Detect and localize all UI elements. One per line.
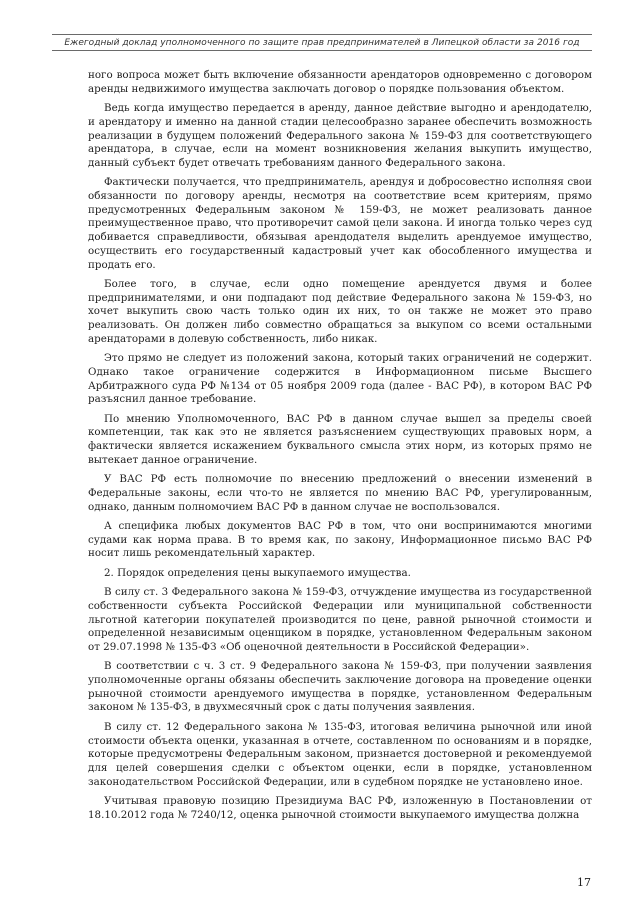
paragraph: Ведь когда имущество передается в аренду, данное действие выгодно и арендодателю, и арендатору и именно на данной стадии целесообразно заранее обеспечить возможность реализации в будущем положений Федерального закона № 159-ФЗ для соответствующего арендатора, в случае, если на момент возникновения желания выкупить имущество, данный субъект будет отвечать требованиям данного Федерального закона. [88, 102, 592, 169]
paragraph: ного вопроса может быть включение обязанности арендаторов одновременно с договором аренды недвижимого имущества заключать договор о порядке пользования объектом. [88, 69, 592, 95]
paragraph: Фактически получается, что предприниматель, арендуя и добросовестно исполняя свои обязанности по договору аренды, несмотря на соответствие всем критериям, прямо предусмотренных Федеральным законом № 159-ФЗ, не может реализовать данное преимущественное право, что противоречит самой цели закона. И иногда только через суд добивается справедливости, обязывая арендодателя выделить арендуемое имущество, осуществить его государственный кадастровый учет как обособленного имущества и продать его. [88, 176, 592, 271]
paragraph: В соответствии с ч. 3 ст. 9 Федерального закона № 159-ФЗ, при получении заявления уполномоченные органы обязаны обеспечить заключение договора на проведение оценки рыночной стоимости арендуемого имущества в порядке, установленном Федеральным законом № 135-ФЗ, в двухмесячный срок с даты получения заявления. [88, 660, 592, 714]
paragraph: У ВАС РФ есть полномочие по внесению предложений о внесении изменений в Федеральные законы, если что-то не является по мнению ВАС РФ, урегулированным, однако, данным полномочием ВАС РФ в данном случае не воспользовался. [88, 473, 592, 513]
paragraph: Более того, в случае, если одно помещение арендуется двумя и более предпринимателями, и они подпадают под действие Федерального закона № 159-ФЗ, но хочет выкупить свою часть только один их них, то он также не может это право реализовать. Он должен либо совместно обращаться за выкупом со всеми остальными арендаторами в долевую собственность, либо никак. [88, 277, 592, 345]
paragraph: Учитывая правовую позицию Президиума ВАС РФ, изложенную в Постановлении от 18.10.2012 года № 7240/12, оценка рыночной стоимости выкупаемого имущества должна [88, 795, 592, 821]
paragraph: Это прямо не следует из положений закона, который таких ограничений не содержит. Однако такое ограничение содержится в Информационном письме Высшего Арбитражного суда РФ №134 от 05 ноября 2009 года (далее - ВАС РФ), в котором ВАС РФ разъяснил данное требование. [88, 352, 592, 406]
paragraph: В силу ст. 12 Федерального закона № 135-ФЗ, итоговая величина рыночной или иной стоимости объекта оценки, указанная в отчете, составленном по основаниям и в порядке, которые предусмотрены Федеральным законом, признается достоверной и рекомендуемой для целей совершения сделки с объектом оценки, если в порядке, установленном законодательством Российской Федерации, или в судебном порядке не установлено иное. [88, 720, 592, 788]
paragraph: По мнению Уполномоченного, ВАС РФ в данном случае вышел за пределы своей компетенции, так как это не является разъяснением существующих правовых норм, а фактически является искажением буквального смысла этих норм, из которых прямо не вытекает данное ограничение. [88, 412, 592, 466]
running-header: Ежегодный доклад уполномоченного по защите прав предпринимателей в Липецкой области за 2016 год [52, 34, 592, 51]
body-text [88, 69, 592, 828]
section-heading: 2. Порядок определения цены выкупаемого имущества. [104, 566, 411, 579]
paragraph: В силу ст. 3 Федерального закона № 159-ФЗ, отчуждение имущества из государственной собственности субъекта Российской Федерации или муниципальной собственности льготной категории покупателей производится по цене, равной рыночной стоимости и определенной независимым оценщиком в порядке, установленном Федеральным законом от 29.07.1998 № 135-ФЗ «Об оценочной деятельности в Российской Федерации». [88, 586, 592, 653]
paragraph: А специфика любых документов ВАС РФ в том, что они воспринимаются многими судами как норма права. В то время как, по закону, Информационное письмо ВАС РФ носит лишь рекомендательный характер. [88, 519, 592, 560]
page-number: 17 [577, 876, 591, 889]
